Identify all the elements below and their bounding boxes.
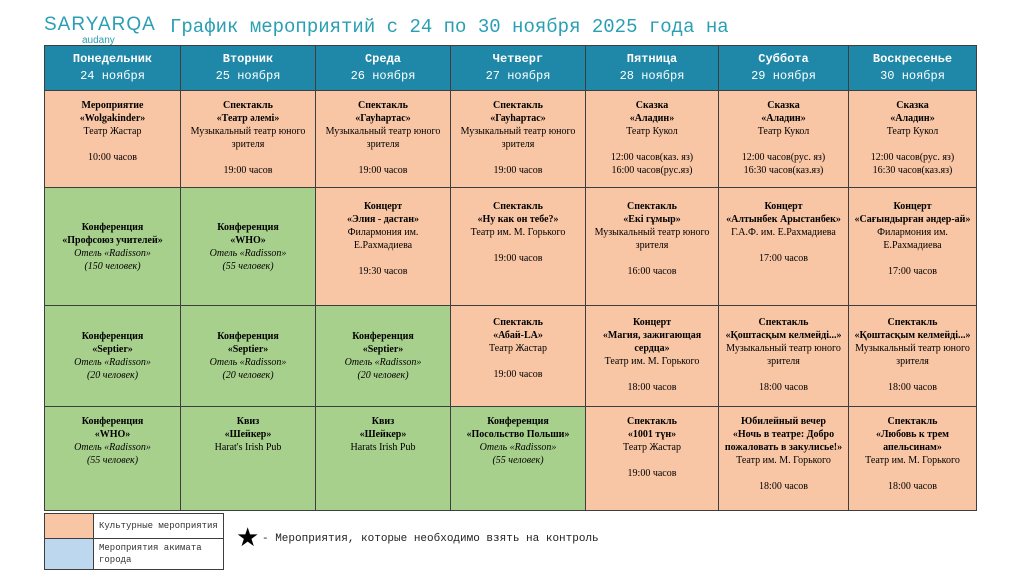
event-category: Спектакль (887, 416, 938, 427)
event-time: 16:00 часов (627, 266, 677, 277)
event-name: «Septier» (227, 344, 269, 355)
event-category: Спектакль (493, 100, 543, 111)
day-header: Четверг 27 ноября (451, 46, 586, 91)
event-name: «Элия - дастан» (346, 214, 420, 225)
event-venue: Театр им. М. Горького (604, 356, 700, 367)
event-name: «Любовь к трем апельсинам» (875, 429, 949, 453)
event-time: 19:00 часов (223, 165, 273, 176)
event-cell (451, 306, 586, 407)
event-name: «Гауһартас» (355, 113, 411, 124)
event-name: «Гауһартас» (490, 113, 546, 124)
spacer (589, 454, 715, 467)
event-cell (45, 188, 181, 306)
event-time: 16:30 часов(каз.яз) (872, 165, 953, 176)
event-attendees: (150 человек) (84, 260, 141, 272)
legend-label: Культурные мероприятия (94, 514, 224, 539)
spacer (454, 151, 582, 164)
legend-label: Мероприятия акимата города (94, 539, 224, 570)
event-time: 18:00 часов (888, 382, 937, 393)
event-name: «Ночь в театре: Добро пожаловать в закулисье!» (724, 429, 843, 453)
header-row (45, 46, 977, 91)
event-attendees: (55 человек) (492, 455, 544, 466)
event-cell (451, 188, 586, 306)
event-venue: Отель «Radisson» (344, 357, 422, 368)
event-cell (181, 407, 316, 511)
event-name: «Алтынбек Арыстанбек» (726, 214, 841, 225)
event-time: 12:00 часов(каз. яз) (610, 152, 694, 163)
event-venue: Филармония им. Е.Рахмадиева (877, 227, 948, 251)
logo-wordmark: SARYARQA (44, 14, 156, 35)
schedule-row (45, 91, 977, 188)
legend-swatch-culture (45, 514, 94, 539)
event-venue: Театр Кукол (626, 126, 678, 137)
event-time: 12:00 часов(рус. яз) (870, 152, 955, 163)
schedule-table (44, 45, 977, 511)
spacer (722, 368, 845, 381)
event-name: «Аладин» (629, 113, 675, 124)
event-category: Спектакль (223, 100, 273, 111)
event-category: Конференция (217, 221, 279, 233)
event-category: Спектакль (358, 100, 408, 111)
event-cell (181, 91, 316, 188)
event-name: «Абай-LA» (493, 330, 543, 341)
event-category: Конференция (352, 331, 414, 342)
event-category: Спектакль (627, 416, 677, 427)
event-venue: Отель «Radisson» (479, 442, 557, 453)
event-attendees: (55 человек) (222, 260, 274, 272)
event-category: Сказка (635, 100, 669, 111)
event-category: Концерт (893, 201, 932, 212)
event-time: 19:30 часов (358, 266, 408, 277)
event-venue: Театр им. М. Горького (865, 455, 960, 466)
event-attendees: (55 человек) (86, 455, 139, 466)
event-venue: Harats Irish Pub (350, 442, 416, 453)
event-category: Квиз (371, 416, 395, 427)
event-category: Конференция (81, 416, 144, 427)
event-name: «Профсоюз учителей» (62, 234, 163, 246)
event-name: «Septier» (362, 344, 404, 355)
spacer (589, 138, 715, 151)
event-name: «Театр әлемі» (216, 113, 280, 124)
event-name: «Ну как он тебе?» (477, 214, 559, 225)
control-note: - Мероприятия, которые необходимо взять на контроль (262, 533, 599, 545)
spacer (184, 151, 312, 164)
event-cell (719, 188, 849, 306)
event-category: Квиз (236, 416, 260, 427)
event-venue: Г.А.Ф. им. Е.Рахмадиева (731, 227, 836, 238)
event-cell (45, 306, 181, 407)
event-venue: Театр Жастар (623, 442, 681, 453)
event-name: «Сағындырған әндер-ай» (854, 214, 971, 225)
spacer (852, 138, 973, 151)
event-cell (586, 188, 719, 306)
event-attendees: (20 человек) (86, 370, 139, 381)
event-venue: Музыкальный театр юного зрителя (594, 227, 710, 251)
event-cell (316, 306, 451, 407)
event-time: 19:00 часов (493, 165, 543, 176)
event-time: 12:00 часов(рус. яз) (741, 152, 826, 163)
event-cell (719, 91, 849, 188)
day-header: Пятница 28 ноября (586, 46, 719, 91)
event-venue: Театр Кукол (886, 126, 939, 137)
event-attendees: (20 человек) (222, 370, 274, 381)
event-venue: Отель «Radisson» (209, 247, 287, 259)
event-cell (316, 407, 451, 511)
event-name: «Septier» (92, 344, 133, 355)
event-name: «Аладин» (761, 113, 806, 124)
event-name: «Шейкер» (359, 429, 407, 440)
event-cell (45, 407, 181, 511)
spacer (852, 252, 973, 265)
event-name: «Посольство Польши» (466, 429, 570, 440)
event-category: Конференция (217, 331, 279, 342)
schedule-row (45, 306, 977, 407)
event-category: Спектакль (887, 317, 938, 328)
spacer (48, 138, 177, 151)
saryarqa-logo (44, 14, 164, 48)
spacer (722, 467, 845, 480)
event-venue: Harat's Irish Pub (214, 442, 282, 453)
spacer (319, 252, 447, 265)
event-name: «WHO» (94, 429, 131, 440)
spacer (852, 368, 973, 381)
event-cell (586, 91, 719, 188)
event-time: 16:30 часов(каз.яз) (743, 165, 824, 176)
spacer (319, 151, 447, 164)
event-venue: Отель «Radisson» (74, 357, 151, 368)
spacer (722, 138, 845, 151)
event-cell (45, 91, 181, 188)
day-header: Вторник 25 ноября (181, 46, 316, 91)
event-time: 19:00 часов (493, 369, 543, 380)
day-header: Понедельник 24 ноября (45, 46, 181, 91)
schedule-row (45, 407, 977, 511)
event-time: 17:00 часов (759, 253, 808, 264)
event-venue: Театр им. М. Горького (470, 227, 566, 238)
event-cell (451, 91, 586, 188)
event-cell (849, 306, 977, 407)
logo-subtitle: audany (82, 35, 115, 46)
event-time: 19:00 часов (627, 468, 677, 479)
event-category: Конференция (487, 416, 549, 427)
event-cell (586, 306, 719, 407)
legend-row (45, 539, 224, 570)
event-category: Концерт (632, 317, 672, 328)
event-venue: Музыкальный театр юного зрителя (460, 126, 576, 150)
event-venue: Театр Кукол (757, 126, 810, 137)
spacer (454, 355, 582, 368)
event-cell (451, 407, 586, 511)
spacer (589, 252, 715, 265)
event-name: «Қоштасқым келмейді...» (725, 330, 842, 341)
star-icon: ★ (236, 523, 260, 553)
event-time: 19:00 часов (493, 253, 543, 264)
event-cell (719, 407, 849, 511)
event-venue: Отель «Radisson» (209, 357, 287, 368)
event-attendees: (20 человек) (357, 370, 409, 381)
event-venue: Музыкальный театр юного зрителя (190, 126, 306, 150)
event-name: «WHO» (230, 234, 266, 246)
event-category: Спектакль (493, 201, 543, 212)
event-name: «Аладин» (890, 113, 935, 124)
event-cell (316, 188, 451, 306)
event-name: «Қоштасқым келмейді...» (854, 330, 971, 341)
event-category: Мероприятие (81, 100, 144, 111)
event-category: Сказка (767, 100, 800, 111)
event-name: «Шейкер» (224, 429, 272, 440)
event-venue: Театр им. М. Горького (736, 455, 831, 466)
day-header: Среда 26 ноября (316, 46, 451, 91)
event-cell (849, 407, 977, 511)
event-time: 17:00 часов (888, 266, 937, 277)
event-category: Спектакль (758, 317, 809, 328)
day-header: Суббота 29 ноября (719, 46, 849, 91)
event-venue: Музыкальный театр юного зрителя (855, 343, 970, 367)
spacer (589, 368, 715, 381)
event-time: 18:00 часов (888, 481, 937, 492)
event-name: «Wolgakinder» (79, 113, 146, 124)
event-cell (181, 306, 316, 407)
event-time: 18:00 часов (759, 382, 808, 393)
event-venue: Филармония им. Е.Рахмадиева (347, 227, 419, 251)
event-name: «Магия, зажигающая сердца» (602, 330, 702, 354)
event-venue: Театр Жастар (489, 343, 547, 354)
event-name: «Екі гұмыр» (623, 214, 681, 225)
event-category: Юбилейный вечер (741, 416, 826, 427)
event-venue: Музыкальный театр юного зрителя (726, 343, 841, 367)
event-cell (849, 188, 977, 306)
event-cell (316, 91, 451, 188)
event-venue: Музыкальный театр юного зрителя (325, 126, 441, 150)
event-cell (849, 91, 977, 188)
event-cell (719, 306, 849, 407)
event-category: Конференция (81, 221, 144, 233)
event-category: Спектакль (493, 317, 543, 328)
spacer (852, 467, 973, 480)
legend-row (45, 514, 224, 539)
event-venue: Театр Жастар (83, 126, 142, 137)
event-time: 18:00 часов (759, 481, 808, 492)
legend-swatch-akimat (45, 539, 94, 570)
event-venue: Отель «Radisson» (74, 442, 151, 453)
event-category: Конференция (81, 331, 144, 342)
event-time: 10:00 часов (88, 152, 137, 163)
event-time: 18:00 часов (627, 382, 677, 393)
event-time: 16:00 часов(рус.яз) (611, 165, 693, 176)
event-category: Концерт (363, 201, 403, 212)
event-venue: Отель «Radisson» (74, 247, 151, 259)
legend (44, 513, 224, 570)
event-cell (586, 407, 719, 511)
event-name: «1001 түн» (627, 429, 677, 440)
event-category: Концерт (764, 201, 803, 212)
spacer (454, 239, 582, 252)
event-time: 19:00 часов (358, 165, 408, 176)
event-category: Спектакль (627, 201, 677, 212)
schedule-row (45, 188, 977, 306)
event-category: Сказка (896, 100, 929, 111)
event-cell (181, 188, 316, 306)
spacer (722, 239, 845, 252)
page-title: График мероприятий с 24 по 30 ноября 2025 года на (170, 16, 729, 38)
day-header: Воскресенье 30 ноября (849, 46, 977, 91)
